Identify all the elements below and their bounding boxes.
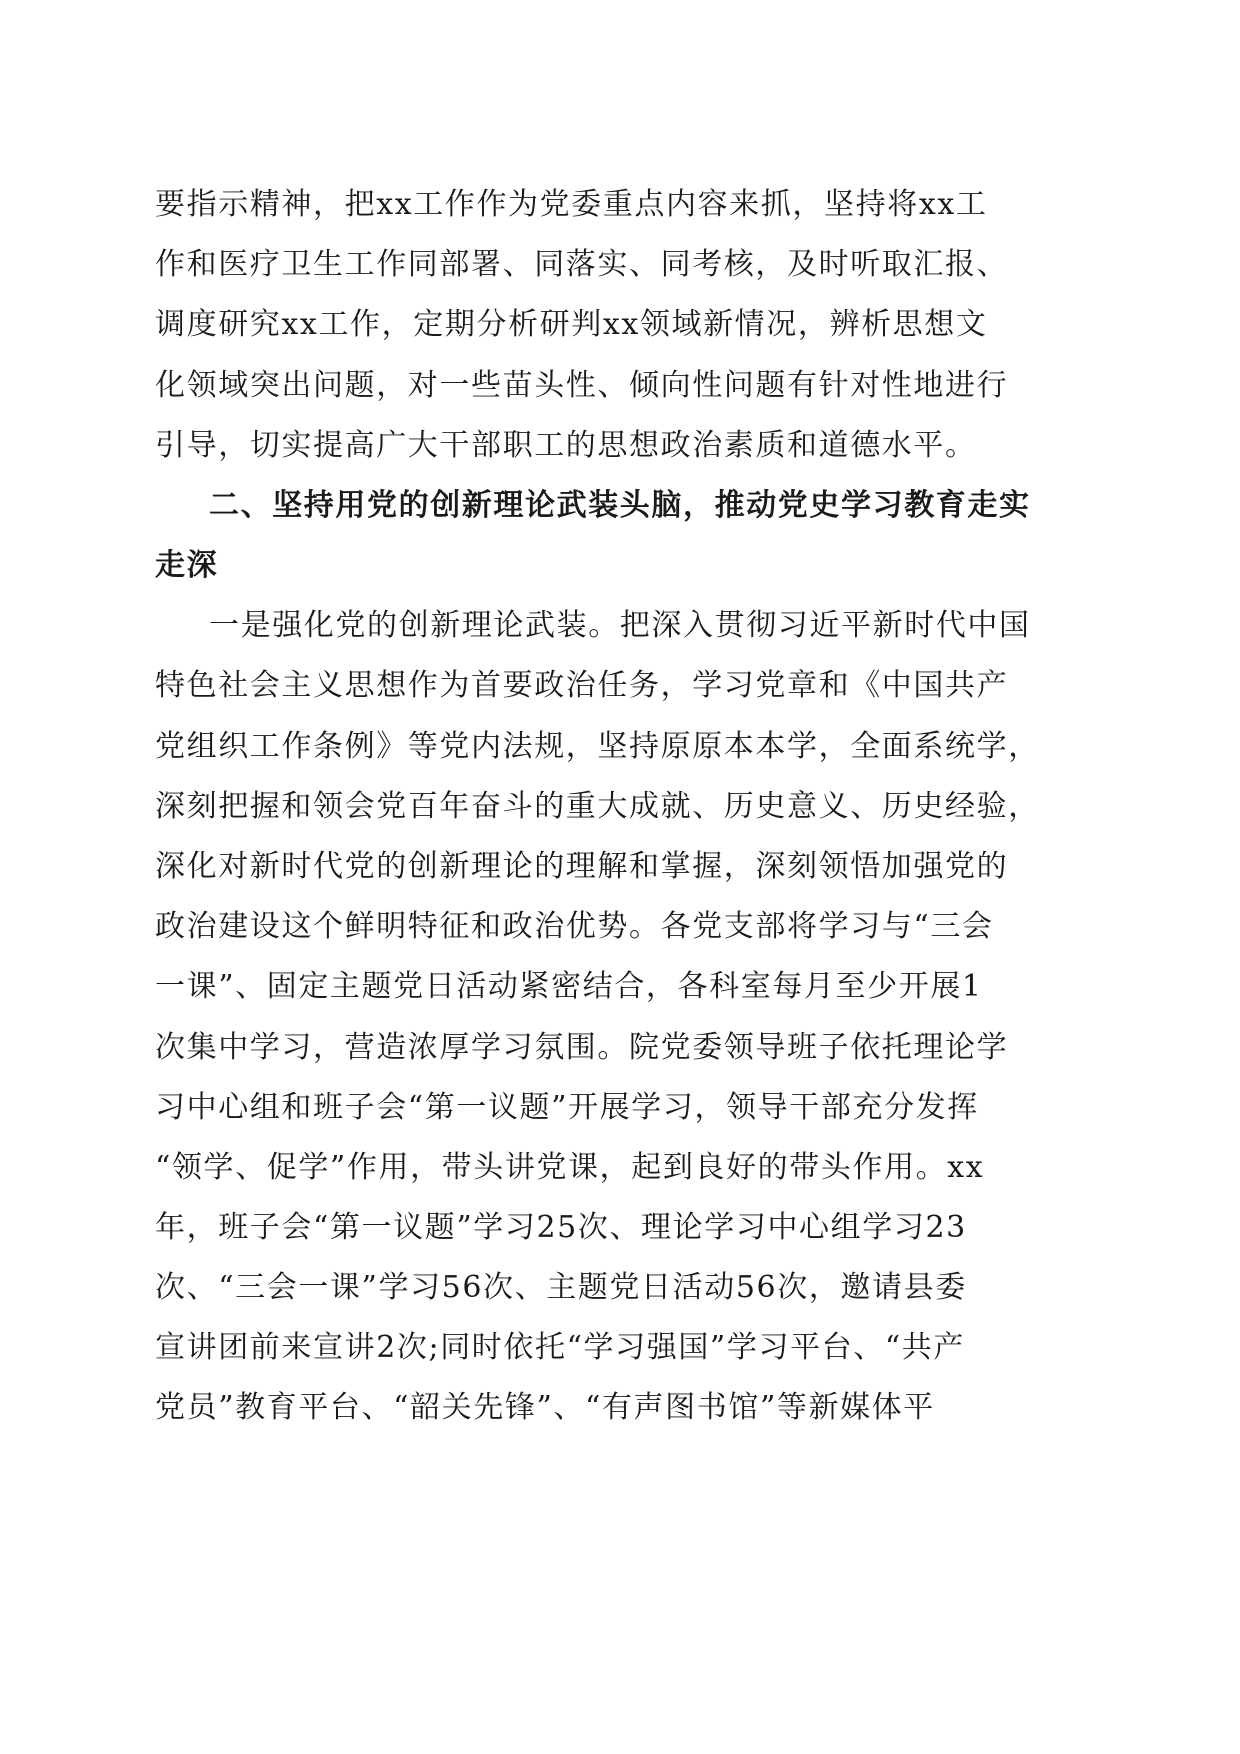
- text-line: 引导，切实提高广大干部职工的思想政治素质和道德水平。: [155, 428, 977, 463]
- text-line: 深刻把握和领会党百年奋斗的重大成就、历史意义、历史经验，: [155, 789, 1040, 824]
- text-line: 一课”、固定主题党日活动紧密结合，各科室每月至少开展1: [155, 969, 983, 1004]
- text-line: 特色社会主义思想作为首要政治任务，学习党章和《中国共产: [155, 668, 1009, 703]
- text-line: 作和医疗卫生工作同部署、同落实、同考核，及时听取汇报、: [155, 247, 1009, 282]
- text-line: 宣讲团前来宣讲2次;同时依托“学习强国”学习平台、“共产: [155, 1330, 966, 1365]
- section-heading: 走深: [155, 548, 219, 583]
- section-heading: 二、坚持用党的创新理论武装头脑，推动党史学习教育走实: [209, 488, 1031, 523]
- text-line: 年，班子会“第一议题”学习25次、理论学习中心组学习23: [155, 1210, 967, 1245]
- text-line: 调度研究xx工作，定期分析研判xx领域新情况，辨析思想文: [155, 307, 988, 342]
- text-line: 要指示精神，把xx工作作为党委重点内容来抓，坚持将xx工: [155, 187, 988, 222]
- text-line: 党组织工作条例》等党内法规，坚持原原本本学，全面系统学，: [155, 729, 1040, 764]
- text-line: 次集中学习，营造浓厚学习氛围。院党委领导班子依托理论学: [155, 1030, 1009, 1065]
- text-line: 次、“三会一课”学习56次、主题党日活动56次，邀请县委: [155, 1270, 967, 1305]
- text-line: 一是强化党的创新理论武装。把深入贯彻习近平新时代中国: [209, 608, 1031, 643]
- text-line: “领学、促学”作用，带头讲党课，起到良好的带头作用。xx: [155, 1150, 985, 1185]
- text-line: 深化对新时代党的创新理论的理解和掌握，深刻领悟加强党的: [155, 849, 1009, 884]
- text-line: 政治建设这个鲜明特征和政治优势。各党支部将学习与“三会: [155, 909, 994, 944]
- text-line: 化领域突出问题，对一些苗头性、倾向性问题有针对性地进行: [155, 368, 1009, 403]
- text-line: 习中心组和班子会“第一议题”开展学习，领导干部充分发挥: [155, 1090, 979, 1125]
- text-line: 党员”教育平台、“韶关先锋”、“有声图书馆”等新媒体平: [155, 1390, 935, 1425]
